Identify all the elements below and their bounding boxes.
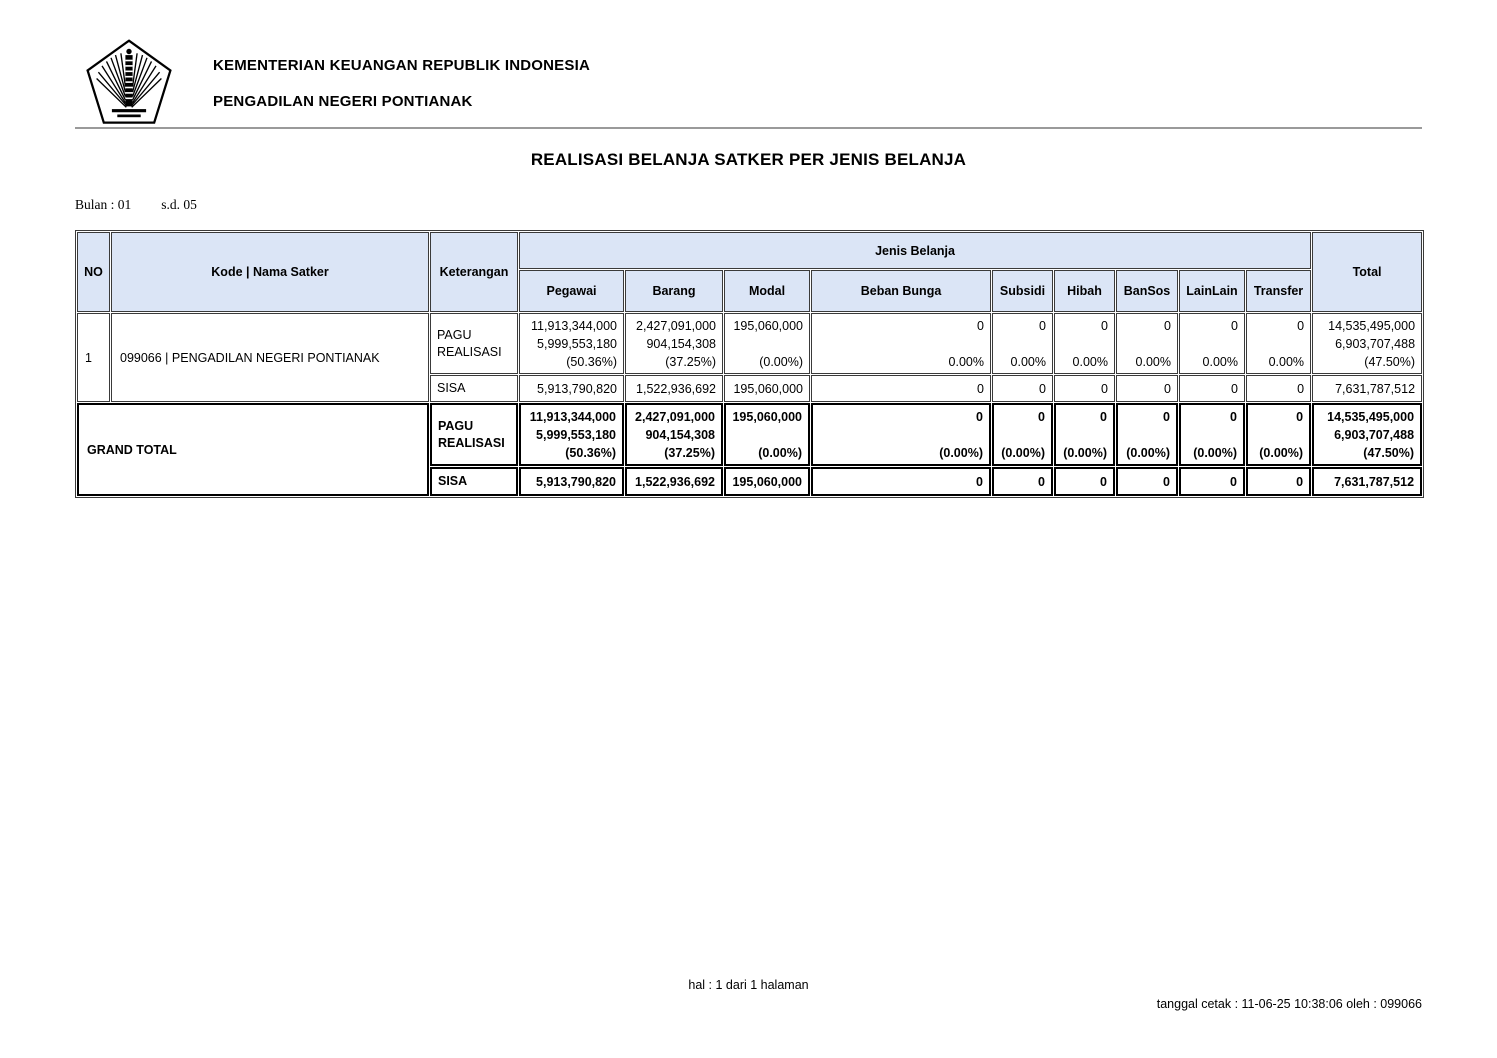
- gt-pagu-barang-cell: 2,427,091,000 904,154,308 (37.25%): [625, 403, 723, 466]
- col-header-jenis-belanja: Jenis Belanja: [519, 232, 1311, 269]
- row-sisa-hibah-cell: 0: [1054, 375, 1115, 402]
- satker-row-pagu-realisasi: [77, 313, 1422, 374]
- report-title: REALISASI BELANJA SATKER PER JENIS BELANJA: [530, 150, 967, 169]
- gt-pagu-pegawai-cell: 11,913,344,000 5,999,553,180 (50.36%): [519, 403, 624, 466]
- gt-sisa-transfer-cell: 0: [1246, 467, 1311, 496]
- col-header-keterangan: Keterangan: [430, 232, 518, 312]
- row-sisa-total-cell: 7,631,787,512: [1312, 375, 1422, 402]
- gt-sisa-barang-cell: 1,522,936,692: [625, 467, 723, 496]
- row-pagu-subsidi-cell: 0 0.00%: [992, 313, 1053, 374]
- gt-sisa-beban-bunga-cell: 0: [811, 467, 991, 496]
- row-keterangan-pagu-cell: PAGU REALISASI: [430, 313, 518, 374]
- gt-pagu-beban-bunga-cell: 0 (0.00%): [811, 403, 991, 466]
- unit-name: PENGADILAN NEGERI PONTIANAK: [213, 93, 473, 110]
- row-pagu-transfer-cell: 0 0.00%: [1246, 313, 1311, 374]
- row-sisa-bansos-cell: 0: [1116, 375, 1178, 402]
- ministry-name: KEMENTERIAN KEUANGAN REPUBLIK INDONESIA: [213, 57, 590, 74]
- row-pagu-barang-cell: 2,427,091,000 904,154,308 (37.25%): [625, 313, 723, 374]
- col-header-pegawai: Pegawai: [519, 270, 624, 312]
- row-sisa-subsidi-cell: 0: [992, 375, 1053, 402]
- row-sisa-pegawai-cell: 5,913,790,820: [519, 375, 624, 402]
- row-pagu-modal-cell: 195,060,000 (0.00%): [724, 313, 810, 374]
- gt-sisa-pegawai-cell: 5,913,790,820: [519, 467, 624, 496]
- row-no-cell: 1: [77, 313, 110, 402]
- col-header-no: NO: [77, 232, 110, 312]
- period-label: [75, 197, 197, 213]
- col-header-satker: Kode | Nama Satker: [111, 232, 429, 312]
- gt-pagu-modal-cell: 195,060,000 (0.00%): [724, 403, 810, 466]
- gt-sisa-bansos-cell: 0: [1116, 467, 1178, 496]
- gt-pagu-lainlain-cell: 0 (0.00%): [1179, 403, 1245, 466]
- row-satker-cell: 099066 | PENGADILAN NEGERI PONTIANAK: [111, 313, 429, 402]
- row-pagu-lainlain-cell: 0 0.00%: [1179, 313, 1245, 374]
- col-header-subsidi: Subsidi: [992, 270, 1053, 312]
- gt-pagu-subsidi-cell: 0 (0.00%): [992, 403, 1053, 466]
- row-pagu-beban-bunga-cell: 0 0.00%: [811, 313, 991, 374]
- period-sd: s.d. 05: [161, 197, 197, 212]
- row-sisa-beban-bunga-cell: 0: [811, 375, 991, 402]
- gt-keterangan-pagu-cell: PAGU REALISASI: [430, 403, 518, 466]
- gt-sisa-lainlain-cell: 0: [1179, 467, 1245, 496]
- col-header-beban-bunga: Beban Bunga: [811, 270, 991, 312]
- page-number-info: hal : 1 dari 1 halaman: [688, 978, 809, 992]
- gt-pagu-hibah-cell: 0 (0.00%): [1054, 403, 1115, 466]
- row-pagu-hibah-cell: 0 0.00%: [1054, 313, 1115, 374]
- letterhead-divider: [75, 127, 1422, 129]
- gt-pagu-bansos-cell: 0 (0.00%): [1116, 403, 1178, 466]
- col-header-lainlain: LainLain: [1179, 270, 1245, 312]
- gt-pagu-total-cell: 14,535,495,000 6,903,707,488 (47.50%): [1312, 403, 1422, 466]
- gt-sisa-modal-cell: 195,060,000: [724, 467, 810, 496]
- col-header-bansos: BanSos: [1116, 270, 1178, 312]
- col-header-modal: Modal: [724, 270, 810, 312]
- row-pagu-pegawai-cell: 11,913,344,000 5,999,553,180 (50.36%): [519, 313, 624, 374]
- col-header-transfer: Transfer: [1246, 270, 1311, 312]
- gt-sisa-subsidi-cell: 0: [992, 467, 1053, 496]
- col-header-hibah: Hibah: [1054, 270, 1115, 312]
- row-pagu-bansos-cell: 0 0.00%: [1116, 313, 1178, 374]
- row-pagu-total-cell: 14,535,495,000 6,903,707,488 (47.50%): [1312, 313, 1422, 374]
- gt-sisa-total-cell: 7,631,787,512: [1312, 467, 1422, 496]
- grand-total-row-pagu-realisasi: [77, 403, 1422, 466]
- grand-total-label-cell: GRAND TOTAL: [77, 403, 429, 496]
- row-keterangan-sisa-cell: SISA: [430, 375, 518, 402]
- row-sisa-barang-cell: 1,522,936,692: [625, 375, 723, 402]
- realisasi-belanja-table: [75, 230, 1424, 498]
- row-sisa-transfer-cell: 0: [1246, 375, 1311, 402]
- kemenkeu-logo-icon: [84, 38, 174, 128]
- col-header-barang: Barang: [625, 270, 723, 312]
- row-sisa-lainlain-cell: 0: [1179, 375, 1245, 402]
- col-header-total: Total: [1312, 232, 1422, 312]
- row-sisa-modal-cell: 195,060,000: [724, 375, 810, 402]
- gt-keterangan-sisa-cell: SISA: [430, 467, 518, 496]
- print-timestamp-info: tanggal cetak : 11-06-25 10:38:06 oleh : 099066: [1156, 997, 1422, 1011]
- period-bulan: Bulan : 01: [75, 197, 132, 212]
- gt-pagu-transfer-cell: 0 (0.00%): [1246, 403, 1311, 466]
- gt-sisa-hibah-cell: 0: [1054, 467, 1115, 496]
